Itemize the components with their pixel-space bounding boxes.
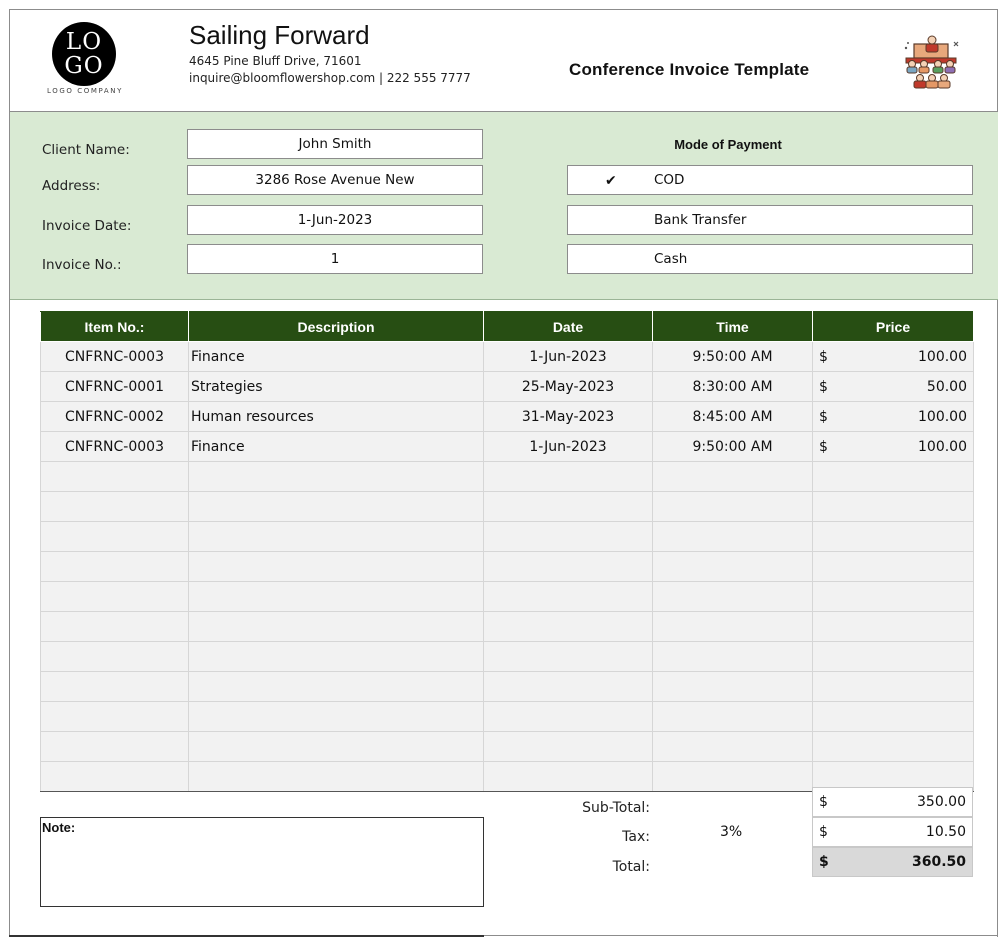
subtotal-value: 350.00 (917, 794, 966, 810)
time-cell[interactable]: 9:50:00 AM (653, 342, 813, 372)
price-cell[interactable] (813, 522, 974, 552)
column-header-description: Description (189, 312, 484, 342)
document-title: Conference Invoice Template (569, 60, 810, 79)
invoice-date-label: Invoice Date: (42, 218, 132, 234)
date-cell[interactable] (484, 672, 653, 702)
table-row-empty (41, 552, 974, 582)
price-cell[interactable] (813, 612, 974, 642)
time-cell[interactable] (653, 582, 813, 612)
description-cell[interactable]: Finance (189, 342, 484, 372)
price-cell[interactable] (813, 402, 974, 432)
company-contact: inquire@bloomflowershop.com | 222 555 7777 (189, 71, 471, 85)
tax-rate: 3% (720, 824, 743, 840)
price-cell[interactable] (813, 432, 974, 462)
invoice-date-field[interactable]: 1-Jun-2023 (187, 205, 483, 235)
invoice-number-field[interactable]: 1 (187, 244, 483, 274)
time-cell[interactable] (653, 762, 813, 792)
date-cell[interactable] (484, 762, 653, 792)
payment-option-bank-transfer[interactable] (567, 205, 973, 235)
price-cell[interactable] (813, 372, 974, 402)
table-row-empty (41, 462, 974, 492)
description-cell[interactable] (189, 612, 484, 642)
price-cell[interactable] (813, 702, 974, 732)
description-cell[interactable] (189, 672, 484, 702)
table-row-empty (41, 492, 974, 522)
logo-text-line2: GO (64, 53, 104, 79)
total-value: 360.50 (911, 854, 966, 870)
table-header-row (41, 312, 974, 342)
price-value: 100.00 (918, 438, 967, 455)
item-number-cell[interactable] (41, 732, 189, 762)
tax-cell (812, 817, 973, 847)
table-row-empty (41, 702, 974, 732)
items-table-body (41, 342, 974, 792)
date-cell[interactable] (484, 462, 653, 492)
company-logo (52, 22, 116, 86)
currency-symbol: $ (819, 854, 829, 870)
description-cell[interactable] (189, 642, 484, 672)
date-cell[interactable] (484, 552, 653, 582)
column-header-date: Date (484, 312, 653, 342)
price-cell[interactable] (813, 492, 974, 522)
price-value: 100.00 (918, 408, 967, 425)
time-cell[interactable]: 9:50:00 AM (653, 432, 813, 462)
time-cell[interactable] (653, 522, 813, 552)
price-cell[interactable] (813, 672, 974, 702)
item-number-cell[interactable] (41, 762, 189, 792)
price-cell[interactable] (813, 462, 974, 492)
table-row-empty (41, 732, 974, 762)
item-number-cell[interactable] (41, 522, 189, 552)
time-cell[interactable] (653, 552, 813, 582)
logo-caption: LOGO COMPANY (46, 87, 124, 95)
description-cell[interactable] (189, 762, 484, 792)
payment-option-cash[interactable] (567, 244, 973, 274)
item-number-cell[interactable] (41, 462, 189, 492)
price-cell[interactable] (813, 342, 974, 372)
description-cell[interactable] (189, 552, 484, 582)
column-header-time: Time (653, 312, 813, 342)
date-cell[interactable]: 1-Jun-2023 (484, 342, 653, 372)
frame-bottom-rule-right (484, 935, 998, 936)
logo-text-line1: LO (65, 29, 103, 55)
description-cell[interactable] (189, 582, 484, 612)
tax-value: 10.50 (925, 824, 966, 840)
time-cell[interactable] (653, 612, 813, 642)
table-row-empty (41, 522, 974, 552)
date-cell[interactable] (484, 642, 653, 672)
date-cell[interactable] (484, 732, 653, 762)
item-number-cell[interactable] (41, 582, 189, 612)
item-number-cell[interactable] (41, 642, 189, 672)
table-row (41, 432, 974, 462)
time-cell[interactable]: 8:30:00 AM (653, 372, 813, 402)
total-cell (812, 847, 973, 877)
item-number-cell[interactable] (41, 552, 189, 582)
payment-option-label: Cash (654, 251, 688, 267)
address-label: Address: (42, 178, 101, 194)
time-cell[interactable] (653, 702, 813, 732)
subtotal-cell (812, 787, 973, 817)
table-row-empty (41, 672, 974, 702)
payment-option-label: Bank Transfer (654, 212, 747, 228)
description-cell[interactable]: Strategies (189, 372, 484, 402)
company-address: 4645 Pine Bluff Drive, 71601 (189, 54, 362, 68)
table-row (41, 342, 974, 372)
currency-symbol: $ (819, 408, 828, 425)
table-row (41, 372, 974, 402)
description-cell[interactable] (189, 462, 484, 492)
total-label: Total: (612, 859, 650, 875)
price-cell[interactable] (813, 582, 974, 612)
item-number-cell[interactable] (41, 672, 189, 702)
description-cell[interactable] (189, 732, 484, 762)
invoice-number-label: Invoice No.: (42, 257, 122, 273)
time-cell[interactable] (653, 672, 813, 702)
item-number-cell[interactable] (41, 492, 189, 522)
item-number-cell[interactable]: CNFRNC-0003 (41, 342, 189, 372)
client-name-label: Client Name: (42, 142, 130, 158)
time-cell[interactable] (653, 732, 813, 762)
frame-bottom-rule (9, 935, 484, 937)
price-value: 50.00 (926, 378, 967, 395)
date-cell[interactable] (484, 492, 653, 522)
description-cell[interactable] (189, 702, 484, 732)
item-number-cell[interactable]: CNFRNC-0002 (41, 402, 189, 432)
date-cell[interactable]: 1-Jun-2023 (484, 432, 653, 462)
payment-option-cod[interactable] (567, 165, 973, 195)
time-cell[interactable]: 8:45:00 AM (653, 402, 813, 432)
currency-symbol: $ (819, 794, 828, 810)
items-table (40, 311, 974, 792)
date-cell[interactable] (484, 612, 653, 642)
description-cell[interactable] (189, 492, 484, 522)
subtotal-label: Sub-Total: (582, 800, 650, 816)
date-cell[interactable]: 25-May-2023 (484, 372, 653, 402)
table-row-empty (41, 612, 974, 642)
price-cell[interactable] (813, 642, 974, 672)
table-row-empty (41, 642, 974, 672)
time-cell[interactable] (653, 462, 813, 492)
client-name-field[interactable]: John Smith (187, 129, 483, 159)
column-header-price: Price (813, 312, 974, 342)
column-header-item-no: Item No.: (41, 312, 189, 342)
description-cell[interactable] (189, 522, 484, 552)
table-row-empty (41, 582, 974, 612)
conference-presentation-icon (900, 34, 962, 92)
item-number-cell[interactable] (41, 612, 189, 642)
item-number-cell[interactable]: CNFRNC-0003 (41, 432, 189, 462)
price-value: 100.00 (918, 348, 967, 365)
date-cell[interactable] (484, 702, 653, 732)
currency-symbol: $ (819, 438, 828, 455)
company-name: Sailing Forward (189, 20, 370, 50)
note-label: Note: (42, 820, 76, 835)
tax-label: Tax: (622, 829, 650, 845)
address-field[interactable]: 3286 Rose Avenue New (187, 165, 483, 195)
checkmark-icon: ✔ (605, 173, 617, 189)
time-cell[interactable] (653, 642, 813, 672)
payment-option-label: COD (654, 172, 685, 188)
note-box[interactable] (40, 817, 484, 907)
date-cell[interactable]: 31-May-2023 (484, 402, 653, 432)
price-cell[interactable] (813, 732, 974, 762)
currency-symbol: $ (819, 348, 828, 365)
time-cell[interactable] (653, 492, 813, 522)
item-number-cell[interactable]: CNFRNC-0001 (41, 372, 189, 402)
price-cell[interactable] (813, 552, 974, 582)
item-number-cell[interactable] (41, 702, 189, 732)
description-cell[interactable]: Human resources (189, 402, 484, 432)
table-row (41, 402, 974, 432)
description-cell[interactable]: Finance (189, 432, 484, 462)
payment-mode-title: Mode of Payment (674, 137, 782, 152)
currency-symbol: $ (819, 378, 828, 395)
currency-symbol: $ (819, 824, 828, 840)
date-cell[interactable] (484, 522, 653, 552)
date-cell[interactable] (484, 582, 653, 612)
